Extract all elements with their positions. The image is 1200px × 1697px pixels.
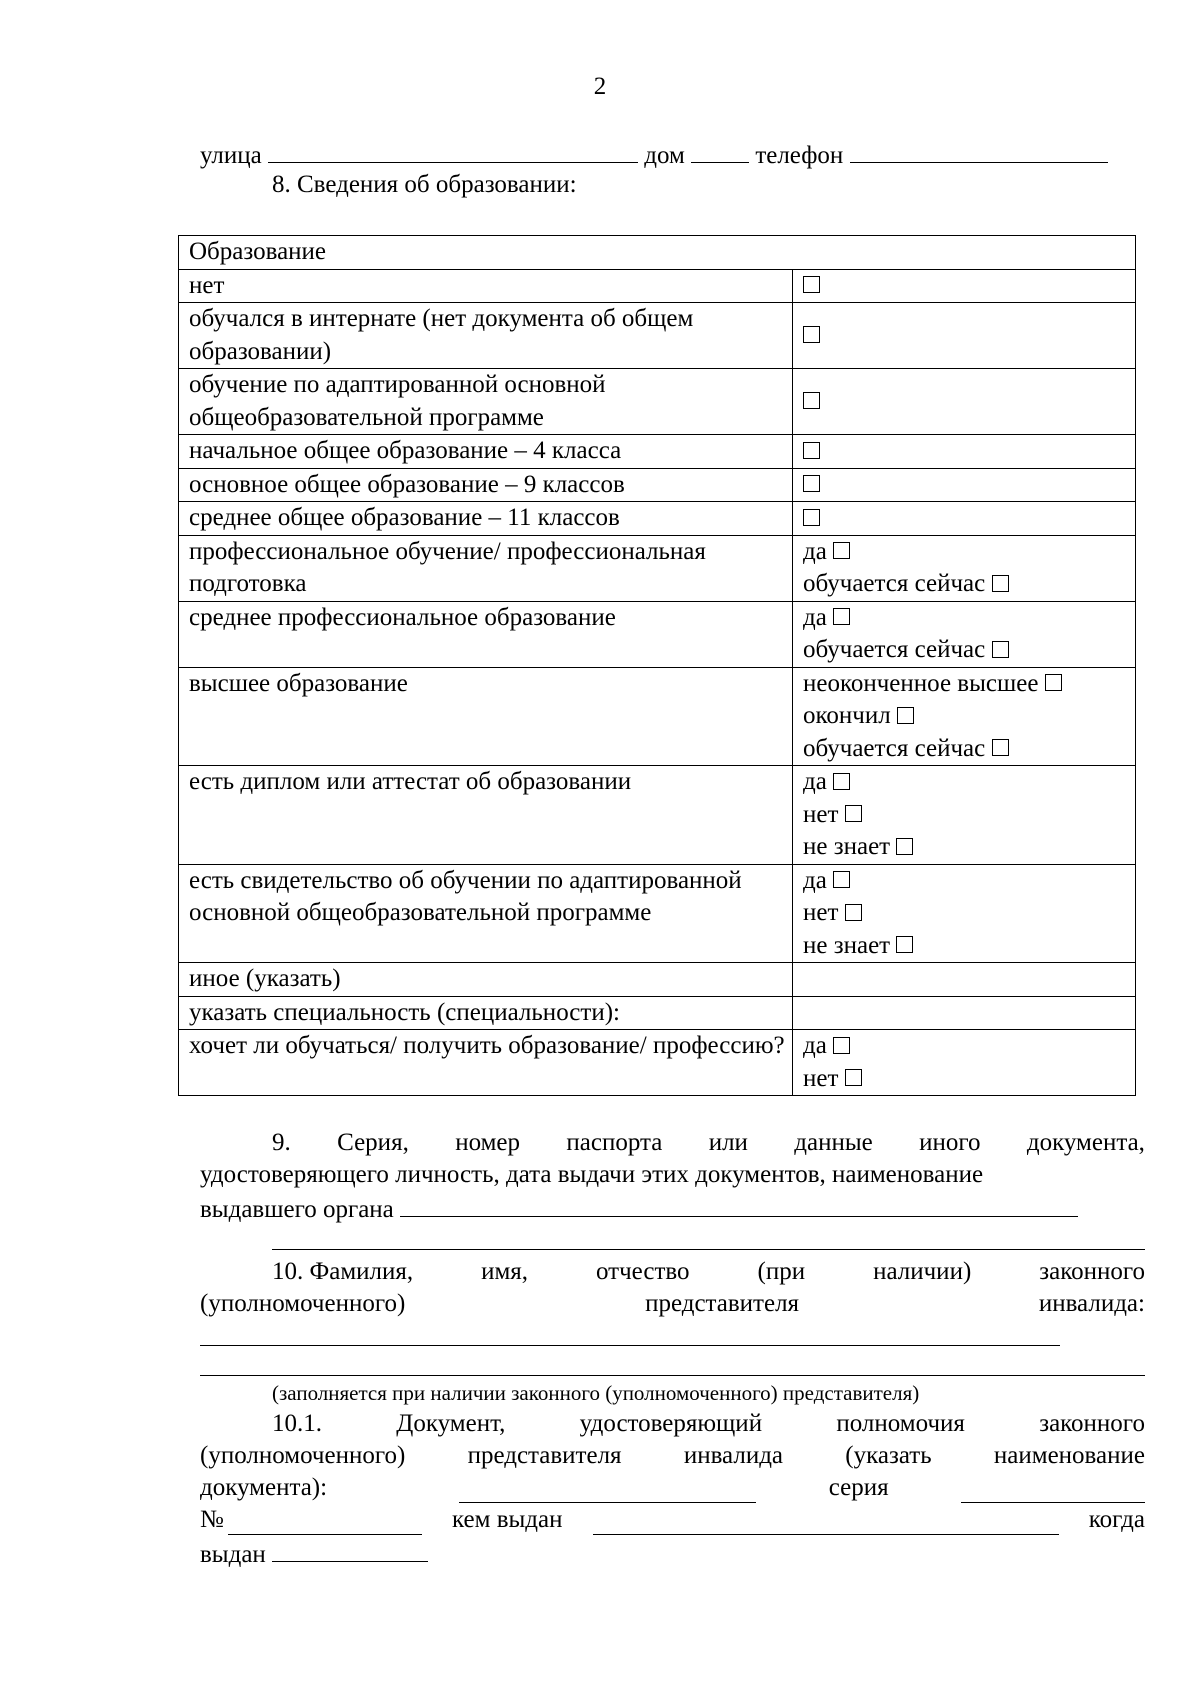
checkbox[interactable] <box>845 805 862 822</box>
section9-word: паспорта <box>566 1129 663 1156</box>
section9-word: или <box>708 1129 748 1156</box>
phone-field[interactable] <box>850 138 1108 163</box>
table-row <box>179 963 1136 997</box>
table-row <box>179 269 1136 303</box>
checkbox[interactable] <box>803 475 820 492</box>
option-label: нет <box>803 800 839 828</box>
option-label: окончил <box>803 702 891 729</box>
education-table <box>178 235 1136 1096</box>
section10-word: инвалида: <box>1038 1290 1145 1317</box>
number-label: № <box>200 1506 224 1533</box>
checkbox[interactable] <box>896 936 913 953</box>
checkbox[interactable] <box>896 838 913 855</box>
option-item <box>803 634 1129 667</box>
table-row <box>179 864 1136 963</box>
education-options <box>793 601 1136 667</box>
option-item <box>803 1063 1129 1096</box>
section10-line2 <box>200 1289 1145 1319</box>
option-label: нет <box>803 1064 839 1092</box>
education-options <box>793 435 1136 469</box>
checkbox[interactable] <box>992 641 1009 658</box>
education-label: высшее образование <box>179 667 793 766</box>
issuer-label: выдавшего органа <box>200 1196 394 1223</box>
section10-word: представителя <box>645 1290 800 1317</box>
option-item <box>803 319 1129 352</box>
table-header-row <box>179 236 1136 270</box>
option-item <box>803 469 1129 502</box>
section10-1-line3 <box>200 1473 1145 1503</box>
page-number: 2 <box>593 73 607 100</box>
checkbox[interactable] <box>845 904 862 921</box>
education-label: хочет ли обучаться/ получить образование/ профессию? <box>179 1030 793 1096</box>
checkbox[interactable] <box>833 1037 850 1054</box>
table-row <box>179 1030 1136 1096</box>
section10-1-word: удостоверяющий <box>579 1410 763 1437</box>
education-options <box>793 667 1136 766</box>
issued-by-field-c[interactable] <box>1019 1510 1059 1535</box>
option-item <box>803 385 1129 418</box>
education-options <box>793 996 1136 1030</box>
education-label: нет <box>179 269 793 303</box>
issued-by-field-a[interactable] <box>593 1510 665 1535</box>
table-row <box>179 535 1136 601</box>
option-label: да <box>803 768 827 795</box>
option-label: обучается сейчас <box>803 636 986 663</box>
checkbox[interactable] <box>1045 674 1062 691</box>
issuer-field[interactable] <box>400 1192 1078 1217</box>
checkbox[interactable] <box>803 509 820 526</box>
option-label: не знает <box>803 833 891 860</box>
option-label: нет <box>803 899 839 926</box>
education-label: обучение по адаптированной основной общеобразовательной программе <box>179 369 793 435</box>
education-options <box>793 303 1136 369</box>
checkbox[interactable] <box>833 773 850 790</box>
section10-word: 10. Фамилия, <box>272 1258 414 1285</box>
option-label: неоконченное высшее <box>803 669 1039 697</box>
option-label: да <box>803 603 827 631</box>
education-options <box>793 963 1136 997</box>
option-item <box>803 700 1129 733</box>
house-field[interactable] <box>691 138 749 163</box>
when-label: когда <box>1088 1506 1145 1533</box>
section9-word: иного <box>919 1129 981 1156</box>
table-row <box>179 435 1136 469</box>
doc-name-field-2[interactable] <box>644 1478 756 1503</box>
series-field[interactable] <box>961 1478 1145 1503</box>
section9-word: Серия, <box>337 1129 409 1156</box>
education-options <box>793 369 1136 435</box>
issue-date-field[interactable] <box>272 1537 428 1562</box>
education-label: среднее профессиональное образование <box>179 601 793 667</box>
education-label: обучался в интернате (нет документа об общем образовании) <box>179 303 793 369</box>
table-row <box>179 996 1136 1030</box>
table-row <box>179 303 1136 369</box>
education-label: основное общее образование – 9 классов <box>179 468 793 502</box>
option-item <box>803 435 1129 468</box>
checkbox[interactable] <box>833 871 850 888</box>
table-row <box>179 667 1136 766</box>
issued-by-field-b[interactable] <box>665 1510 1019 1535</box>
education-options <box>793 269 1136 303</box>
education-options <box>793 468 1136 502</box>
section9-line3 <box>200 1192 1078 1225</box>
section10-1-word: (указать <box>845 1442 932 1469</box>
education-options <box>793 535 1136 601</box>
checkbox[interactable] <box>833 542 850 559</box>
section10-word: (уполномоченного) <box>200 1290 406 1317</box>
address-line <box>200 138 1108 171</box>
option-item <box>803 831 1129 864</box>
option-item <box>803 1030 1129 1063</box>
section9-word: 9. <box>272 1129 291 1156</box>
option-label: не знает <box>803 931 891 959</box>
issuer-field-line2[interactable] <box>272 1249 1145 1250</box>
option-label: обучается сейчас <box>803 570 986 597</box>
table-row <box>179 468 1136 502</box>
section9-word: данные <box>794 1129 873 1156</box>
education-label: есть свидетельство об обучении по адаптированной основной общеобразовательной программе <box>179 864 793 963</box>
option-item <box>803 602 1129 635</box>
section10-1-word: законного <box>1039 1410 1145 1437</box>
education-options <box>793 766 1136 865</box>
option-item <box>803 270 1129 303</box>
checkbox[interactable] <box>803 326 820 343</box>
option-item <box>803 897 1129 930</box>
series-label: серия <box>828 1474 889 1501</box>
checkbox[interactable] <box>992 575 1009 592</box>
education-options <box>793 864 1136 963</box>
section10-word: наличии) <box>873 1258 972 1285</box>
table-row <box>179 369 1136 435</box>
checkbox[interactable] <box>803 442 820 459</box>
representative-field-line1[interactable] <box>200 1345 1060 1346</box>
table-row <box>179 502 1136 536</box>
section9-word: номер <box>455 1129 521 1156</box>
street-field[interactable] <box>268 138 638 163</box>
option-item <box>803 766 1129 799</box>
section10-1-word: наименование <box>993 1442 1145 1469</box>
checkbox[interactable] <box>833 608 850 625</box>
house-label: дом <box>644 142 685 169</box>
section10-1-word: полномочия <box>836 1410 965 1437</box>
section10-1-word: 10.1. <box>272 1410 322 1437</box>
education-options <box>793 502 1136 536</box>
issued-label: выдан <box>200 1541 266 1568</box>
option-label: да <box>803 537 827 565</box>
phone-label: телефон <box>755 142 844 169</box>
section10-1-word: представителя <box>467 1442 622 1469</box>
section10-word: (при <box>757 1258 806 1285</box>
doc-name-label: документа): <box>200 1474 328 1501</box>
section10-1-line1 <box>272 1409 1145 1439</box>
number-field[interactable] <box>228 1510 422 1535</box>
section10-word: отчество <box>596 1258 690 1285</box>
option-label: обучается сейчас <box>803 734 986 762</box>
section10-line1 <box>272 1257 1145 1287</box>
education-label: есть диплом или аттестат об образовании <box>179 766 793 865</box>
option-label: да <box>803 866 827 894</box>
education-label: указать специальность (специальности): <box>179 996 793 1030</box>
section10-1-line4 <box>200 1505 1145 1535</box>
option-item <box>803 502 1129 535</box>
checkbox[interactable] <box>803 276 820 293</box>
issued-by-label: кем выдан <box>452 1506 563 1533</box>
street-label: улица <box>200 142 262 169</box>
option-label: да <box>803 1032 827 1059</box>
section10-1-word: Документ, <box>396 1410 506 1437</box>
table-row <box>179 601 1136 667</box>
section10-word: законного <box>1039 1258 1145 1285</box>
representative-field-line2[interactable] <box>200 1375 1145 1376</box>
option-item <box>803 865 1129 898</box>
option-item <box>803 668 1129 701</box>
table-row <box>179 766 1136 865</box>
education-label: начальное общее образование – 4 класса <box>179 435 793 469</box>
section9-line1 <box>272 1128 1145 1158</box>
table-header: Образование <box>179 236 1136 270</box>
section8-title: 8. Сведения об образовании: <box>272 171 577 198</box>
section10-1-line5 <box>200 1537 428 1570</box>
checkbox[interactable] <box>992 739 1009 756</box>
checkbox[interactable] <box>803 392 820 409</box>
checkbox[interactable] <box>845 1069 862 1086</box>
option-item <box>803 799 1129 832</box>
representative-note: (заполняется при наличии законного (уполномоченного) представителя) <box>272 1381 920 1405</box>
section9-word: документа, <box>1026 1129 1145 1156</box>
education-label: среднее общее образование – 11 классов <box>179 502 793 536</box>
option-item <box>803 930 1129 963</box>
section10-1-word: инвалида <box>683 1442 784 1469</box>
education-label: иное (указать) <box>179 963 793 997</box>
section10-1-line2 <box>200 1441 1145 1471</box>
section10-word: имя, <box>481 1258 529 1285</box>
option-item <box>803 536 1129 569</box>
checkbox[interactable] <box>897 707 914 724</box>
section10-1-word: (уполномоченного) <box>200 1442 406 1469</box>
education-options <box>793 1030 1136 1096</box>
doc-name-field[interactable] <box>459 1478 644 1503</box>
option-item <box>803 568 1129 601</box>
section9-line2: удостоверяющего личность, дата выдачи этих документов, наименование <box>200 1161 984 1188</box>
option-item <box>803 733 1129 766</box>
education-label: профессиональное обучение/ профессиональная подготовка <box>179 535 793 601</box>
